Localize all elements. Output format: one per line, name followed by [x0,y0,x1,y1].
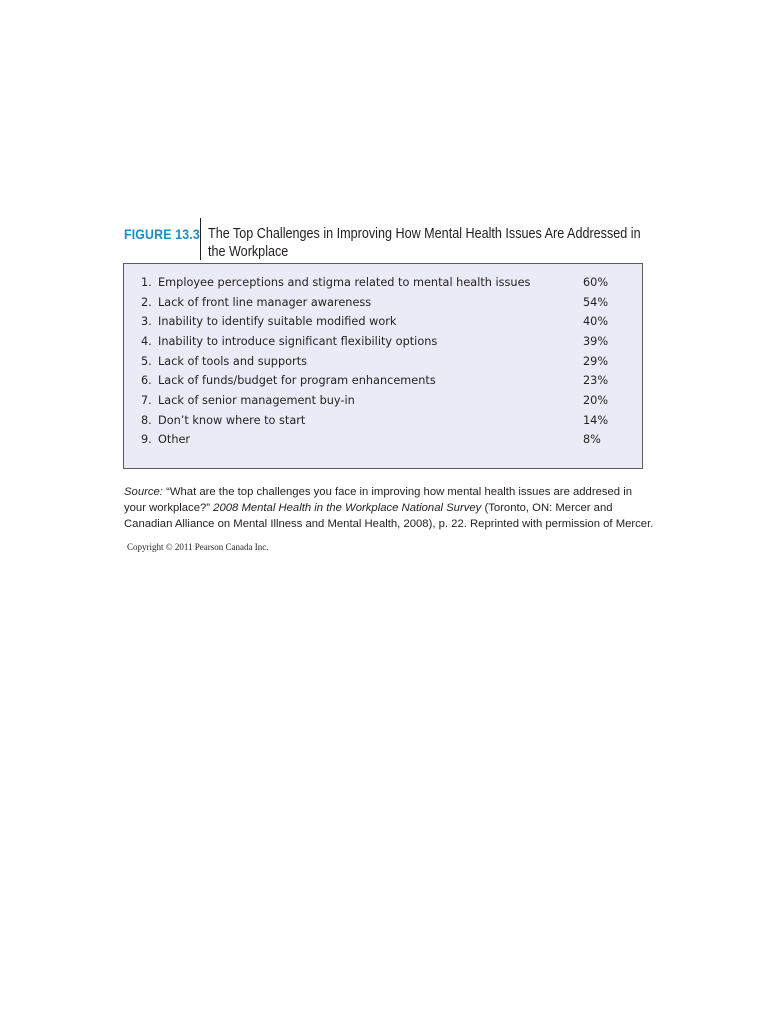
item-text: Don’t know where to start [158,414,306,427]
list-item [141,433,621,453]
list-item [141,374,621,394]
item-text: Lack of front line manager awareness [158,296,372,309]
item-number: 5. [141,355,152,368]
figure-header [124,218,644,260]
item-number: 9. [141,433,152,446]
item-number: 3. [141,315,152,328]
list-item [141,394,621,414]
item-percent: 23% [583,374,609,387]
item-text: Lack of senior management buy-in [158,394,355,407]
list-item [141,296,621,316]
item-percent: 29% [583,355,609,368]
figure-label: FIGURE 13.3 [124,226,200,242]
item-percent: 39% [583,335,609,348]
item-percent: 54% [583,296,609,309]
list-item [141,335,621,355]
challenges-list [123,263,643,469]
item-number: 8. [141,414,152,427]
list-item [141,315,621,335]
item-text: Lack of funds/budget for program enhancements [158,374,436,387]
item-number: 1. [141,276,152,289]
item-number: 7. [141,394,152,407]
item-percent: 8% [583,433,601,446]
source-publication: 2008 Mental Health in the Workplace National Survey [213,502,482,514]
item-percent: 14% [583,414,609,427]
source-details: (Toronto, ON: Mercer and Canadian Alliance on Mental Illness and Mental Health, 2008), p. 22. Reprinted with permission of Mercer. [124,502,654,530]
item-percent: 60% [583,276,609,289]
item-number: 6. [141,374,152,387]
list-item [141,355,621,375]
source-note [124,484,654,532]
item-text: Inability to introduce significant flexibility options [158,335,438,348]
list-item [141,276,621,296]
item-number: 4. [141,335,152,348]
item-percent: 20% [583,394,609,407]
item-text: Lack of tools and supports [158,355,308,368]
item-number: 2. [141,296,152,309]
item-text: Other [158,433,191,446]
figure-divider [200,218,201,260]
source-question: “What are the top challenges you face in improving how mental health issues are addresed in your workplace?” [124,486,633,514]
source-label: Source: [124,486,163,498]
item-text: Inability to identify suitable modified work [158,315,397,328]
item-text: Employee perceptions and stigma related to mental health issues [158,276,531,289]
item-percent: 40% [583,315,609,328]
figure-title: The Top Challenges in Improving How Mental Health Issues Are Addressed in the Workplace [208,225,641,260]
list-item [141,414,621,434]
copyright-notice: Copyright © 2011 Pearson Canada Inc. [127,542,269,552]
